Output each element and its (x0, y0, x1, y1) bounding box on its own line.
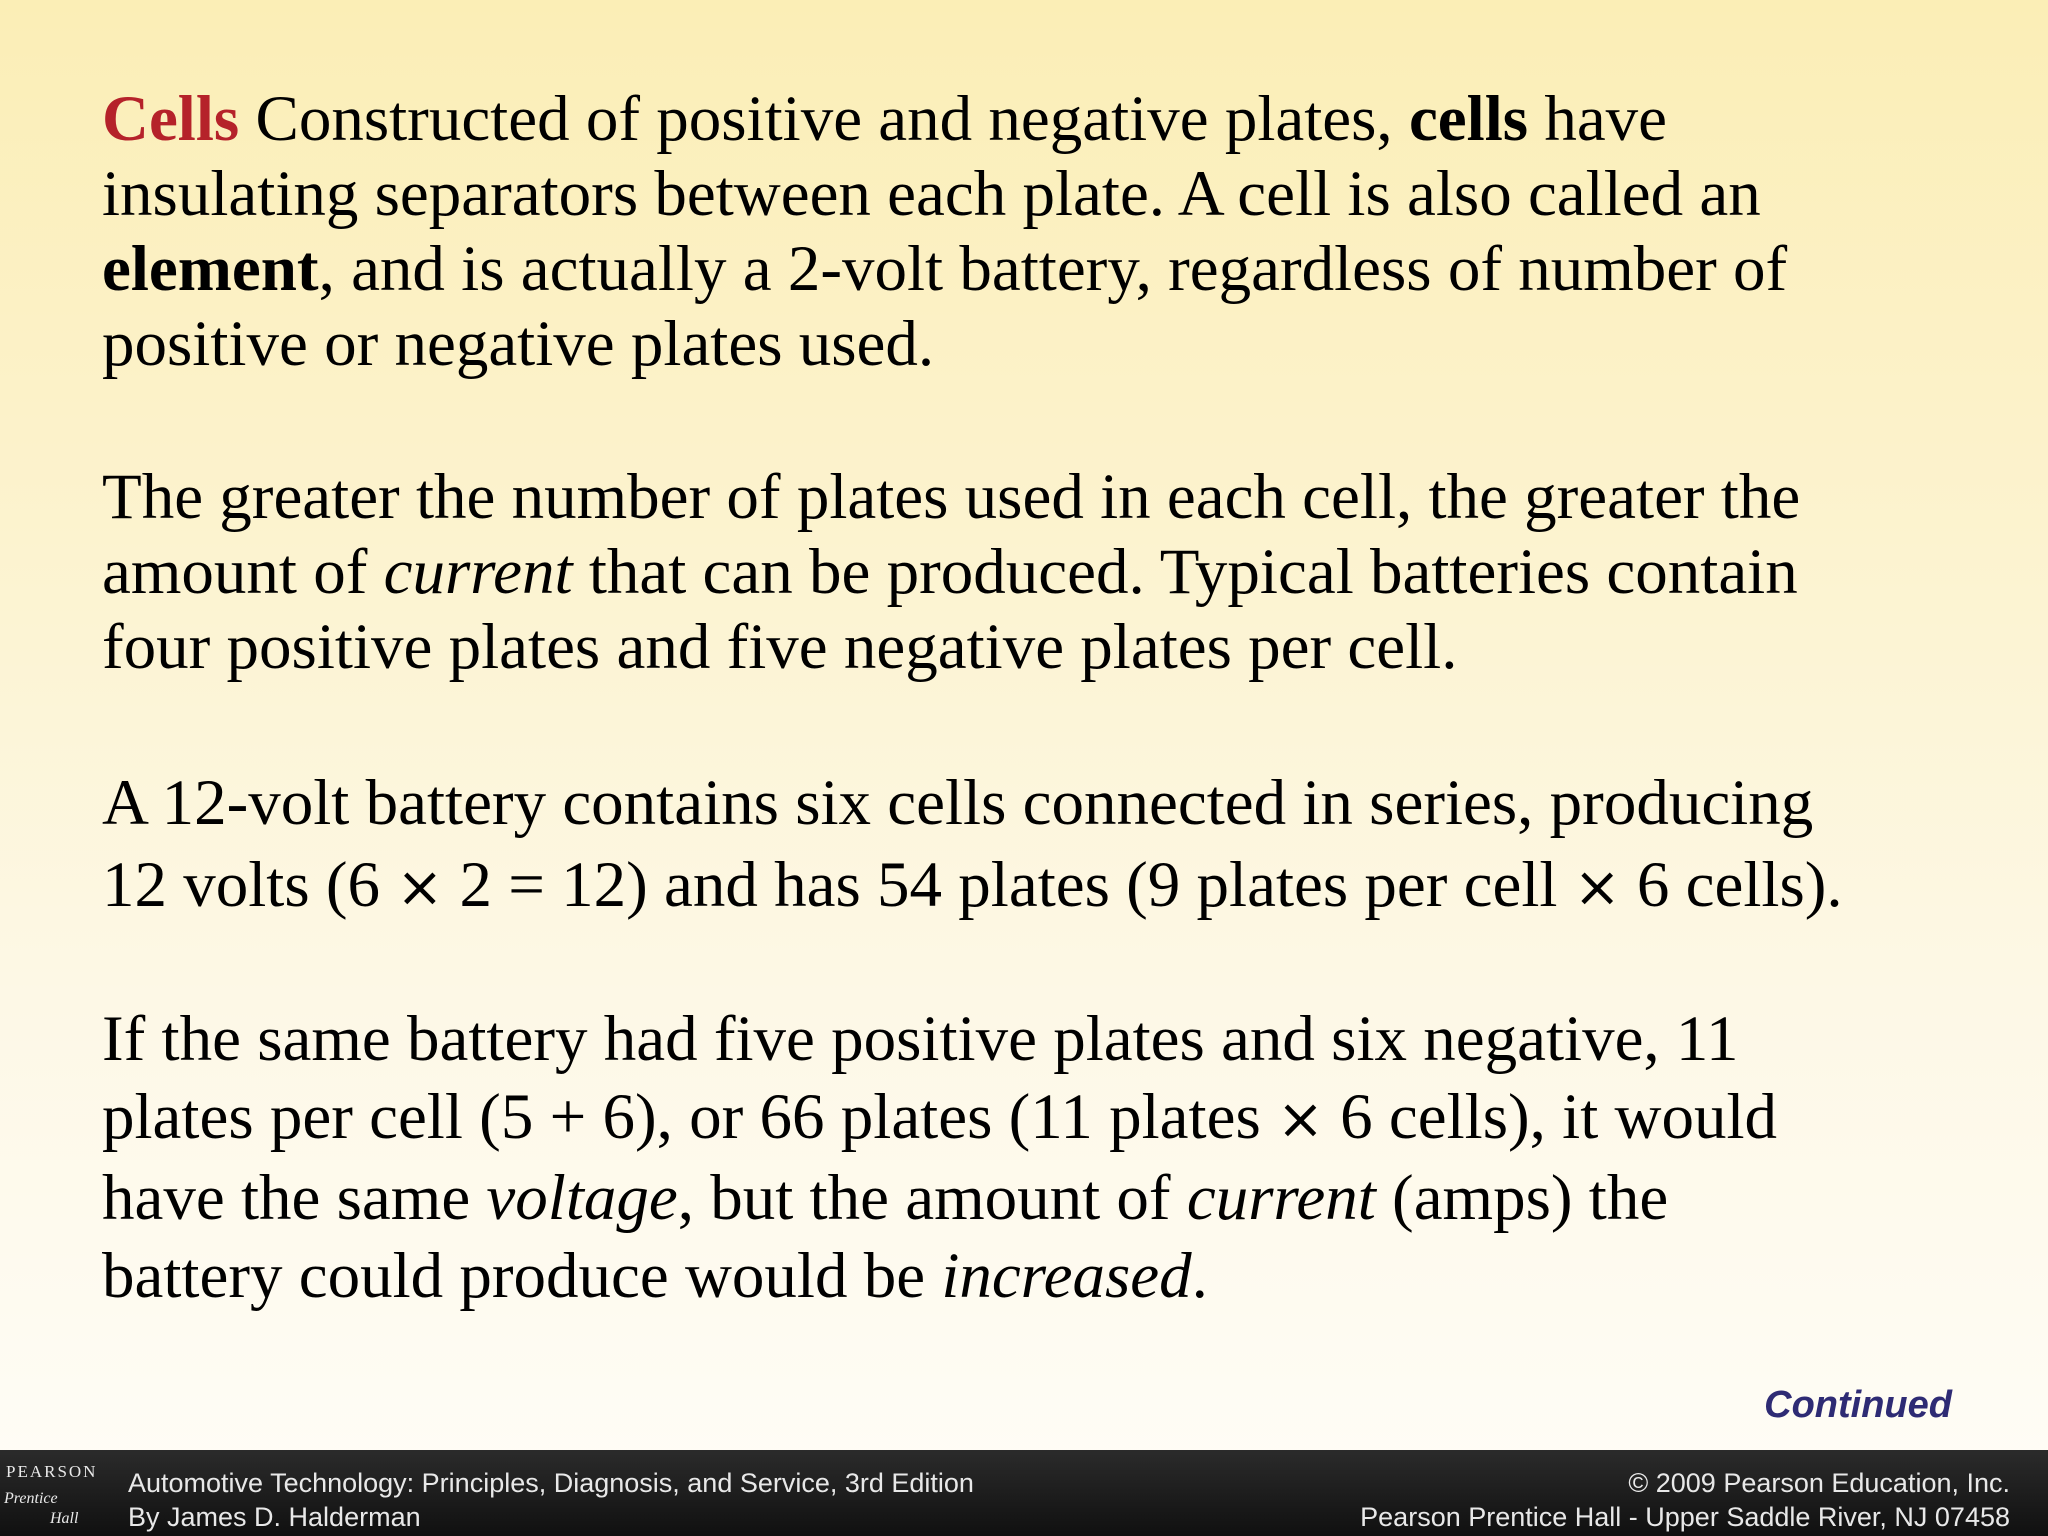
footer-copyright (1360, 1466, 2010, 1534)
bold-term-element: element (102, 233, 319, 305)
pearson-logo (0, 1450, 104, 1536)
text: four positive plates and five negative plates per cell. (102, 611, 1458, 683)
text: If the same battery had five positive plates and six negative, 11 (102, 1003, 1739, 1075)
paragraph-same-battery (102, 1000, 1777, 1315)
text: have the same (102, 1162, 487, 1234)
continued-label: Continued (1764, 1384, 1952, 1426)
text: , and is actually a 2-volt battery, regardless of number of (318, 233, 1788, 305)
italic-term-current: current (383, 536, 573, 608)
italic-term-increased: increased (941, 1240, 1192, 1312)
footer-book-info (128, 1466, 974, 1534)
multiply-sign: × (396, 855, 444, 920)
text: positive or negative plates used. (102, 308, 935, 380)
logo-line-2: Hall (50, 1510, 79, 1527)
logo-line-1: Prentice (4, 1490, 58, 1507)
heading-cells: Cells (102, 83, 240, 155)
text: 2 = 12) and has 54 plates (9 plates per cell (443, 849, 1574, 921)
logo-wordmark: PEARSON (6, 1462, 98, 1481)
paragraph-12-volt (102, 762, 1843, 929)
italic-term-current: current (1186, 1162, 1376, 1234)
copyright-line: © 2009 Pearson Education, Inc. (1628, 1468, 2010, 1498)
multiply-sign: × (1573, 855, 1621, 920)
text: plates per cell (5 + 6), or 66 plates (11 plates (102, 1081, 1277, 1153)
text: A 12-volt battery contains six cells connected in series, producing (102, 767, 1814, 839)
text: insulating separators between each plate. A cell is also called an (102, 158, 1761, 230)
prentice-hall-mark (4, 1490, 94, 1532)
text: battery could produce would be (102, 1240, 942, 1312)
text: 6 cells), it would (1323, 1081, 1778, 1153)
text: amount of (102, 536, 384, 608)
publisher-line: Pearson Prentice Hall - Upper Saddle River, NJ 07458 (1360, 1502, 2010, 1532)
footer-bar (0, 1450, 2048, 1536)
text: . (1191, 1240, 1208, 1312)
text: 12 volts (6 (102, 849, 397, 921)
text: have (1528, 83, 1668, 155)
italic-term-voltage: voltage (486, 1162, 678, 1234)
bold-term-cells: cells (1408, 83, 1529, 155)
text: (amps) the (1375, 1162, 1669, 1234)
book-title: Automotive Technology: Principles, Diagnosis, and Service, 3rd Edition (128, 1468, 974, 1498)
text: Constructed of positive and negative plates, (239, 83, 1409, 155)
multiply-sign: × (1276, 1087, 1324, 1152)
text: that can be produced. Typical batteries contain (572, 536, 1798, 608)
text: The greater the number of plates used in each cell, the greater the (102, 461, 1801, 533)
text: 6 cells). (1620, 849, 1843, 921)
text: , but the amount of (677, 1162, 1187, 1234)
paragraph-cells (102, 82, 1787, 382)
book-author: By James D. Halderman (128, 1502, 421, 1532)
paragraph-plates (102, 460, 1800, 685)
